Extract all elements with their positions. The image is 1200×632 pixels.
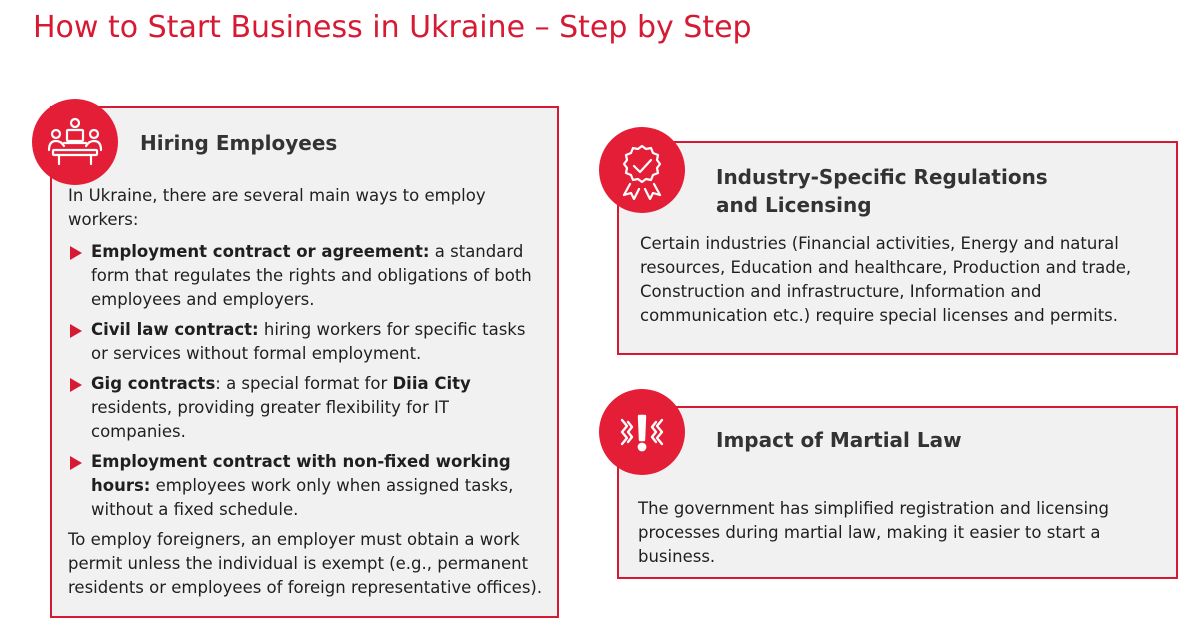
bullet-triangle-icon <box>70 324 82 338</box>
people-laptop-icon <box>32 99 118 185</box>
list-item: Employment contract with non-fixed working hours: employees work only when assigned tasks, without a fixed schedule. <box>68 450 543 522</box>
employment-types-list <box>68 240 543 522</box>
bullet-triangle-icon <box>70 246 82 260</box>
hiring-employees-title: Hiring Employees <box>140 131 338 155</box>
hiring-intro: In Ukraine, there are several main ways to employ workers: <box>68 186 486 229</box>
martial-law-body: The government has simplified registration and licensing processes during martial law, making it easier to start a business. <box>638 499 1110 566</box>
industry-licensing-body: Certain industries (Financial activities, Energy and natural resources, Education and healthcare, Production and trade, Construction and infrastructure, Information and communication etc.) require special licenses and permits. <box>640 234 1132 325</box>
alert-exclamation-icon <box>599 389 685 475</box>
list-item: Gig contracts: a special format for Diia City residents, providing greater flexibility for IT companies. <box>68 372 543 444</box>
bullet-triangle-icon <box>70 378 82 392</box>
list-item: Employment contract or agreement: a standard form that regulates the rights and obligations of both employees and employers. <box>68 240 543 312</box>
martial-law-title: Impact of Martial Law <box>716 428 962 452</box>
bullet-triangle-icon <box>70 456 82 470</box>
hiring-employees-body <box>68 184 543 600</box>
hiring-outro: To employ foreigners, an employer must obtain a work permit unless the individual is exempt (e.g., permanent residents or employees of foreign representative offices). <box>68 530 543 597</box>
page-title: How to Start Business in Ukraine – Step by Step <box>33 10 752 45</box>
list-item: Civil law contract: hiring workers for specific tasks or services without formal employment. <box>68 318 543 366</box>
certificate-badge-icon <box>599 127 685 213</box>
industry-licensing-title: Industry-Specific Regulations and Licensing <box>716 165 1048 217</box>
